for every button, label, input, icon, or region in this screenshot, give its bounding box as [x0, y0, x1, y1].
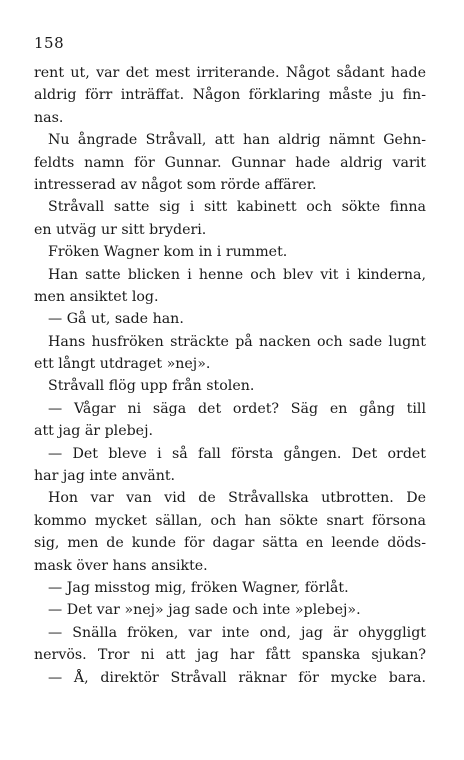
- text-line: sig, men de kunde för dagar sätta en leende döds-: [34, 535, 426, 552]
- text-line: ett långt utdraget »nej».: [34, 356, 211, 373]
- text-line: att jag är plebej.: [34, 423, 153, 440]
- text-line: aldrig förr inträffat. Någon förklaring måste ju fin-: [34, 87, 426, 104]
- text-line: — Å, direktör Stråvall räknar för mycke bara.: [48, 669, 426, 686]
- page-number: 158: [34, 34, 65, 52]
- text-line: — Jag misstog mig, fröken Wagner, förlåt.: [48, 579, 349, 596]
- text-line: Han satte blicken i henne och blev vit i kinderna,: [48, 266, 426, 283]
- text-line: — Gå ut, sade han.: [48, 311, 184, 328]
- text-line: nervös. Tror ni att jag har fått spanska sjukan?: [34, 647, 426, 664]
- text-line: Hon var van vid de Stråvallska utbrotten. De: [48, 490, 426, 507]
- text-line: har jag inte använt.: [34, 468, 176, 485]
- text-line: rent ut, var det mest irriterande. Något sådant hade: [34, 65, 426, 81]
- text-line: Hans husfröken sträckte på nacken och sade lugnt: [48, 333, 426, 350]
- text-line: — Det var »nej» jag sade och inte »plebej».: [48, 602, 361, 619]
- text-line: — Vågar ni säga det ordet? Säg en gång till: [48, 400, 426, 417]
- text-line: Nu ångrade Stråvall, att han aldrig nämnt Gehn-: [48, 132, 426, 149]
- body-text: [34, 62, 426, 689]
- text-line: mask över hans ansikte.: [34, 557, 208, 574]
- text-line: en utväg ur sitt bryderi.: [34, 221, 207, 238]
- text-line: — Det bleve i så fall första gången. Det ordet: [48, 445, 426, 462]
- text-line: kommo mycket sällan, och han sökte snart försona: [34, 512, 426, 529]
- text-line: — Snälla fröken, var inte ond, jag är ohyggligt: [48, 624, 426, 641]
- text-line: nas.: [34, 109, 64, 126]
- text-line: Stråvall satte sig i sitt kabinett och sökte finna: [48, 199, 426, 216]
- text-line: Fröken Wagner kom in i rummet.: [48, 244, 288, 261]
- text-line: feldts namn för Gunnar. Gunnar hade aldrig varit: [34, 154, 426, 171]
- text-line: intresserad av något som rörde affärer.: [34, 176, 317, 193]
- text-line: Stråvall flög upp från stolen.: [48, 378, 255, 395]
- text-line: men ansiktet log.: [34, 288, 159, 305]
